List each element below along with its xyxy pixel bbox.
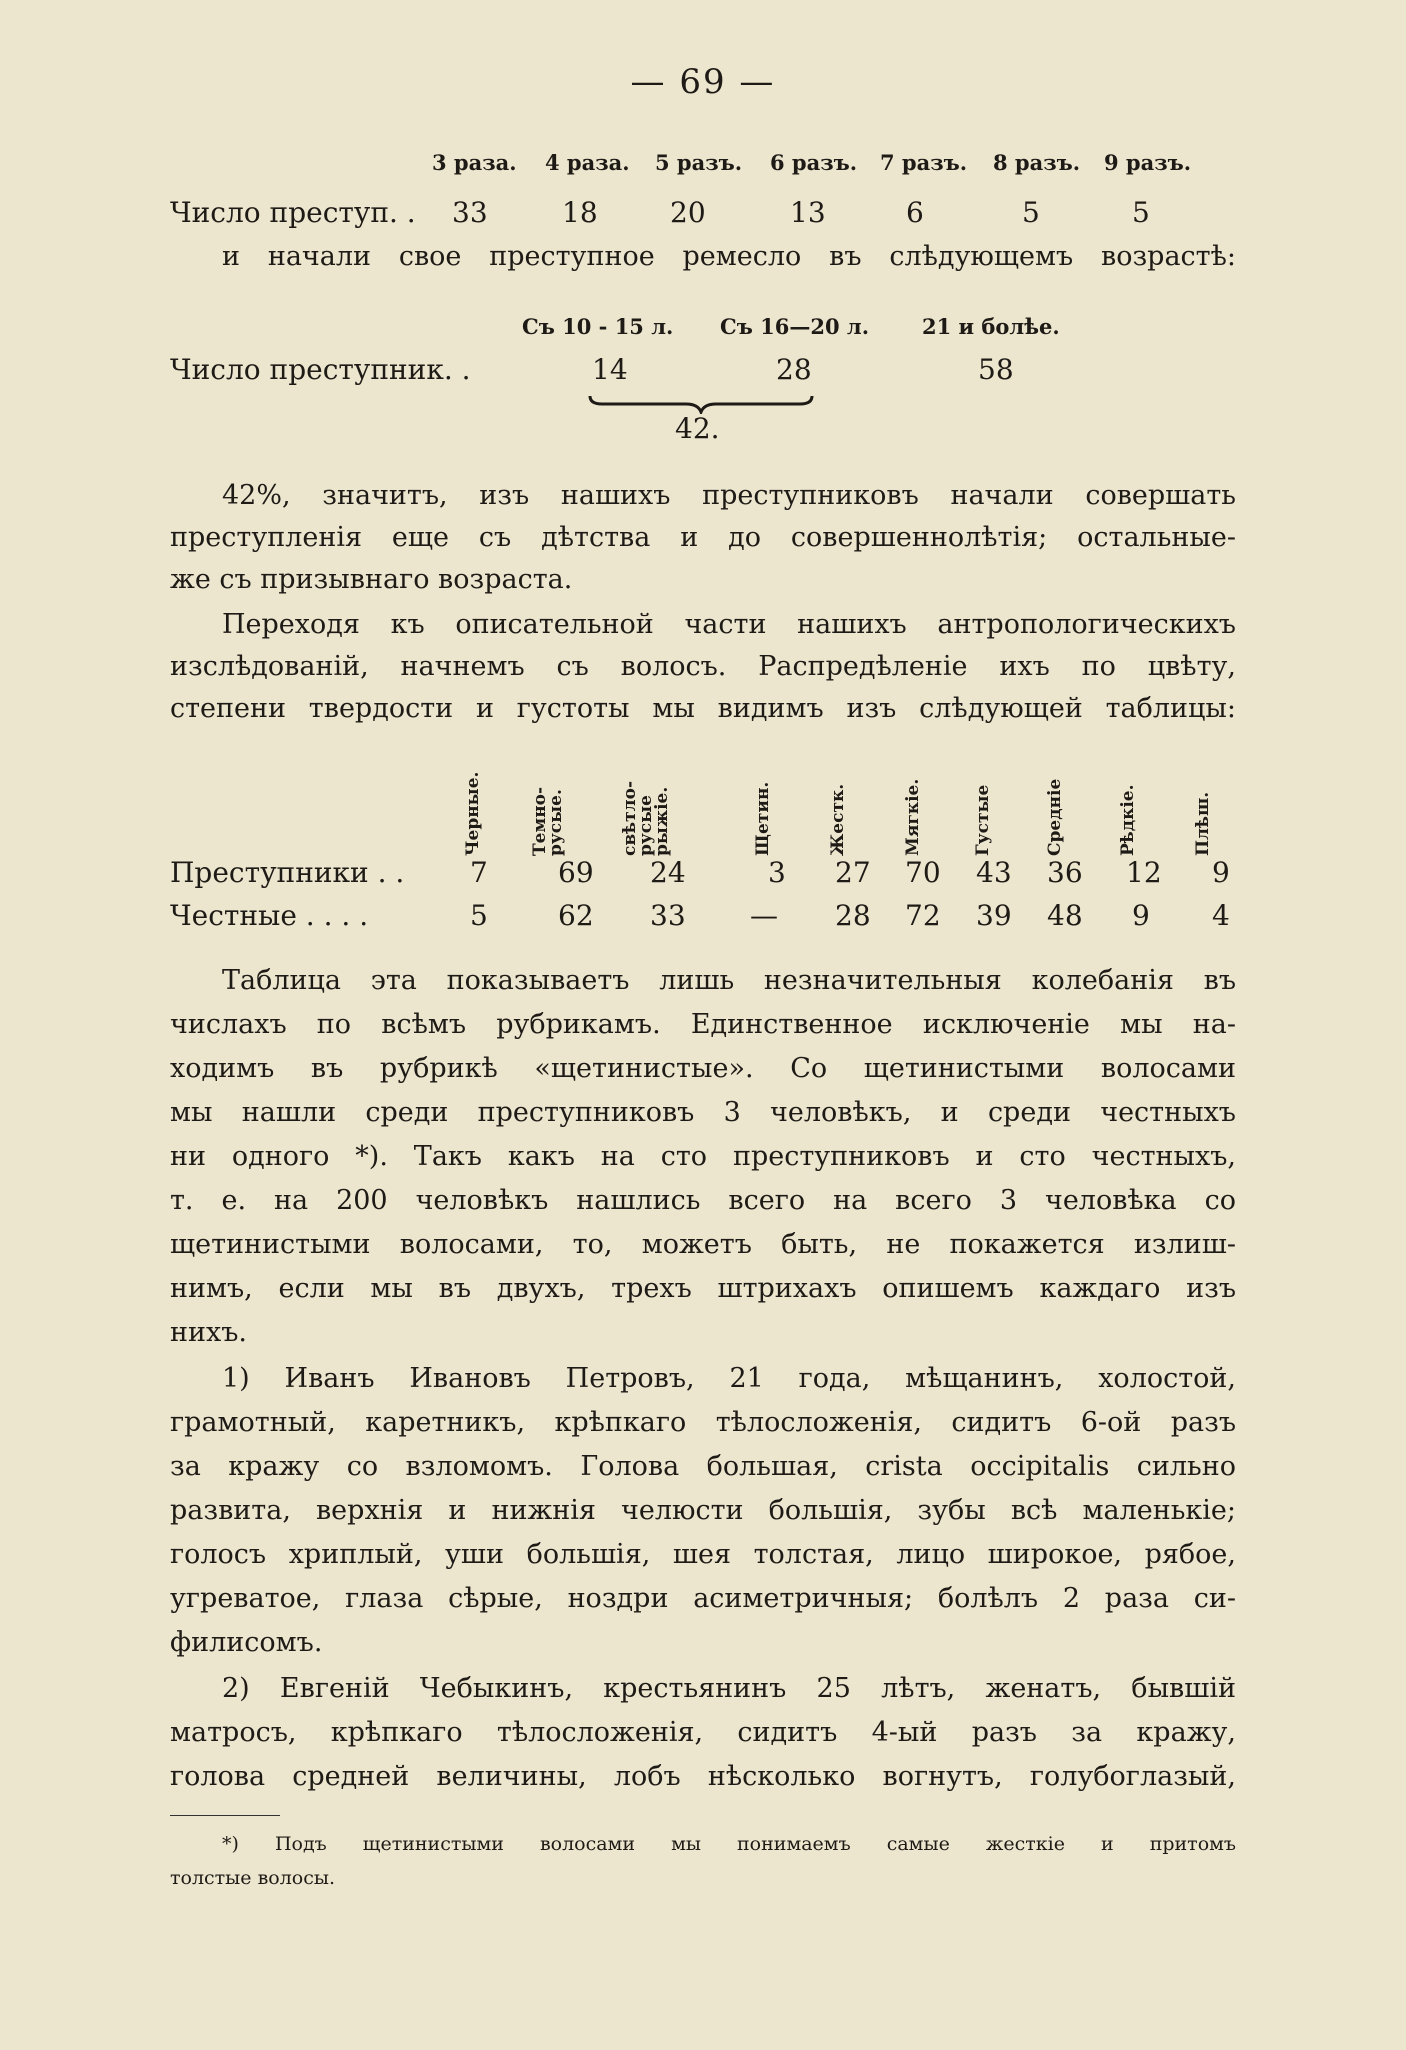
hair-cell: 70 (905, 856, 941, 889)
times-row-label: Число преступ. . (170, 196, 416, 229)
hair-col-header-3: Щетин. (753, 781, 773, 856)
para4-line-3: развита, верхнія и нижнія челюсти большія, зубы всѣ маленькіе; (170, 1495, 1236, 1526)
times-value-5: 5 (1022, 196, 1040, 229)
times-value-2: 20 (670, 196, 706, 229)
footnote-line-0: *) Подъ щетинистыми волосами мы понимаемъ самые жесткіе и притомъ (222, 1833, 1236, 1855)
para3-line-8: нихъ. (170, 1317, 247, 1348)
para4-line-1: грамотный, каретникъ, крѣпкаго тѣлосложенія, сидитъ 6-ой разъ (170, 1407, 1236, 1438)
hair-col-header-1: Темно-русые. (530, 786, 566, 856)
hair-cell: 39 (976, 899, 1012, 932)
hair-cell: 5 (470, 899, 488, 932)
hair-cell: 69 (558, 856, 594, 889)
times-header-3: 6 разъ. (770, 150, 858, 175)
hair-cell: 12 (1126, 856, 1162, 889)
hair-cell: 43 (976, 856, 1012, 889)
hair-cell: 62 (558, 899, 594, 932)
times-header-1: 4 раза. (545, 150, 630, 175)
hair-col-header-9: Плѣш. (1193, 791, 1213, 856)
age-value-2: 58 (978, 353, 1014, 386)
age-intro: и начали свое преступное ремесло въ слѣдующемъ возрастѣ: (222, 241, 1236, 272)
times-value-1: 18 (562, 196, 598, 229)
para1-line-1: преступленія еще съ дѣтства и до совершеннолѣтія; остальные- (170, 522, 1236, 553)
hair-cell: 48 (1047, 899, 1083, 932)
hair-col-header-7: Средніе (1045, 778, 1065, 856)
hair-col-header-6: Густые (973, 784, 993, 856)
para3-line-6: щетинистыми волосами, то, можетъ быть, не покажется излиш- (170, 1229, 1236, 1260)
para3-line-3: мы нашли среди преступниковъ 3 человѣкъ, и среди честныхъ (170, 1097, 1236, 1128)
para4-line-2: за кражу со взломомъ. Голова большая, crista occipitalis сильно (170, 1451, 1236, 1482)
para3-line-7: нимъ, если мы въ двухъ, трехъ штрихахъ опишемъ каждаго изъ (170, 1273, 1236, 1304)
para4-line-6: филисомъ. (170, 1627, 323, 1658)
para4-line-4: голосъ хриплый, уши большія, шея толстая, лицо широкое, рябое, (170, 1539, 1236, 1570)
para5-line-1: матросъ, крѣпкаго тѣлосложенія, сидитъ 4-ый разъ за кражу, (170, 1717, 1236, 1748)
times-value-6: 5 (1132, 196, 1150, 229)
para3-line-1: числахъ по всѣмъ рубрикамъ. Единственное исключеніе мы на- (170, 1009, 1236, 1040)
hair-cell: 4 (1212, 899, 1230, 932)
para4-line-0: 1) Иванъ Ивановъ Петровъ, 21 года, мѣщанинъ, холостой, (222, 1363, 1236, 1394)
hair-col-header-5: Мягкіе. (903, 778, 923, 856)
hair-col-header-4: Жестк. (828, 783, 848, 856)
age-header-2: 21 и болѣе. (922, 314, 1060, 339)
hair-cell: 3 (768, 856, 786, 889)
age-value-0: 14 (592, 353, 628, 386)
times-value-4: 6 (906, 196, 924, 229)
para1-line-0: 42%, значитъ, изъ нашихъ преступниковъ начали совершать (222, 480, 1236, 511)
hair-cell: 28 (835, 899, 871, 932)
hair-col-header-8: Рѣдкіе. (1118, 784, 1138, 856)
hair-cell: 7 (470, 856, 488, 889)
times-value-0: 33 (452, 196, 488, 229)
hair-cell: 24 (650, 856, 686, 889)
times-header-0: 3 раза. (432, 150, 517, 175)
age-header-0: Съ 10 - 15 л. (522, 314, 674, 339)
hair-cell: 72 (905, 899, 941, 932)
hair-col-header-2: свѣтло-русые рыжіе. (620, 780, 672, 856)
para1-line-2: же съ призывнаго возраста. (170, 564, 573, 595)
hair-row-label-honest: Честные . . . . (170, 899, 369, 932)
para3-line-4: ни одного *). Такъ какъ на сто преступниковъ и сто честныхъ, (170, 1141, 1236, 1172)
times-header-4: 7 разъ. (880, 150, 968, 175)
footnote-rule (170, 1815, 280, 1816)
para3-line-2: ходимъ въ рубрикѣ «щетинистые». Со щетинистыми волосами (170, 1053, 1236, 1084)
para4-line-5: угреватое, глаза сѣрые, ноздри асиметричныя; болѣлъ 2 раза си- (170, 1583, 1236, 1614)
age-row-label: Число преступник. . (170, 353, 471, 386)
hair-row-label-criminals: Преступники . . (170, 856, 405, 889)
hair-col-header-0: Черные. (463, 771, 483, 856)
age-header-1: Съ 16—20 л. (720, 314, 870, 339)
hair-cell: 36 (1047, 856, 1083, 889)
para5-line-2: голова средней величины, лобъ нѣсколько вогнутъ, голубоглазый, (170, 1761, 1236, 1792)
para3-line-5: т. е. на 200 человѣкъ нашлись всего на всего 3 человѣка со (170, 1185, 1236, 1216)
page-number: — 69 — (630, 62, 776, 102)
age-brace-sum: 42. (675, 412, 720, 445)
sum-brace (588, 392, 814, 414)
times-header-5: 8 разъ. (993, 150, 1081, 175)
hair-cell: 9 (1132, 899, 1150, 932)
para5-line-0: 2) Евгеній Чебыкинъ, крестьянинъ 25 лѣтъ, женатъ, бывшій (222, 1673, 1236, 1704)
hair-cell: — (750, 899, 778, 932)
para3-line-0: Таблица эта показываетъ лишь незначительныя колебанія въ (222, 965, 1236, 996)
footnote-line-1: толстые волосы. (170, 1867, 336, 1889)
age-value-1: 28 (776, 353, 812, 386)
times-header-6: 9 разъ. (1104, 150, 1192, 175)
times-value-3: 13 (790, 196, 826, 229)
para2-line-2: степени твердости и густоты мы видимъ изъ слѣдующей таблицы: (170, 693, 1236, 724)
times-header-2: 5 разъ. (655, 150, 743, 175)
para2-line-1: изслѣдованій, начнемъ съ волосъ. Распредѣленіе ихъ по цвѣту, (170, 651, 1236, 682)
hair-cell: 9 (1212, 856, 1230, 889)
hair-cell: 33 (650, 899, 686, 932)
hair-cell: 27 (835, 856, 871, 889)
para2-line-0: Переходя къ описательной части нашихъ антропологическихъ (222, 609, 1236, 640)
